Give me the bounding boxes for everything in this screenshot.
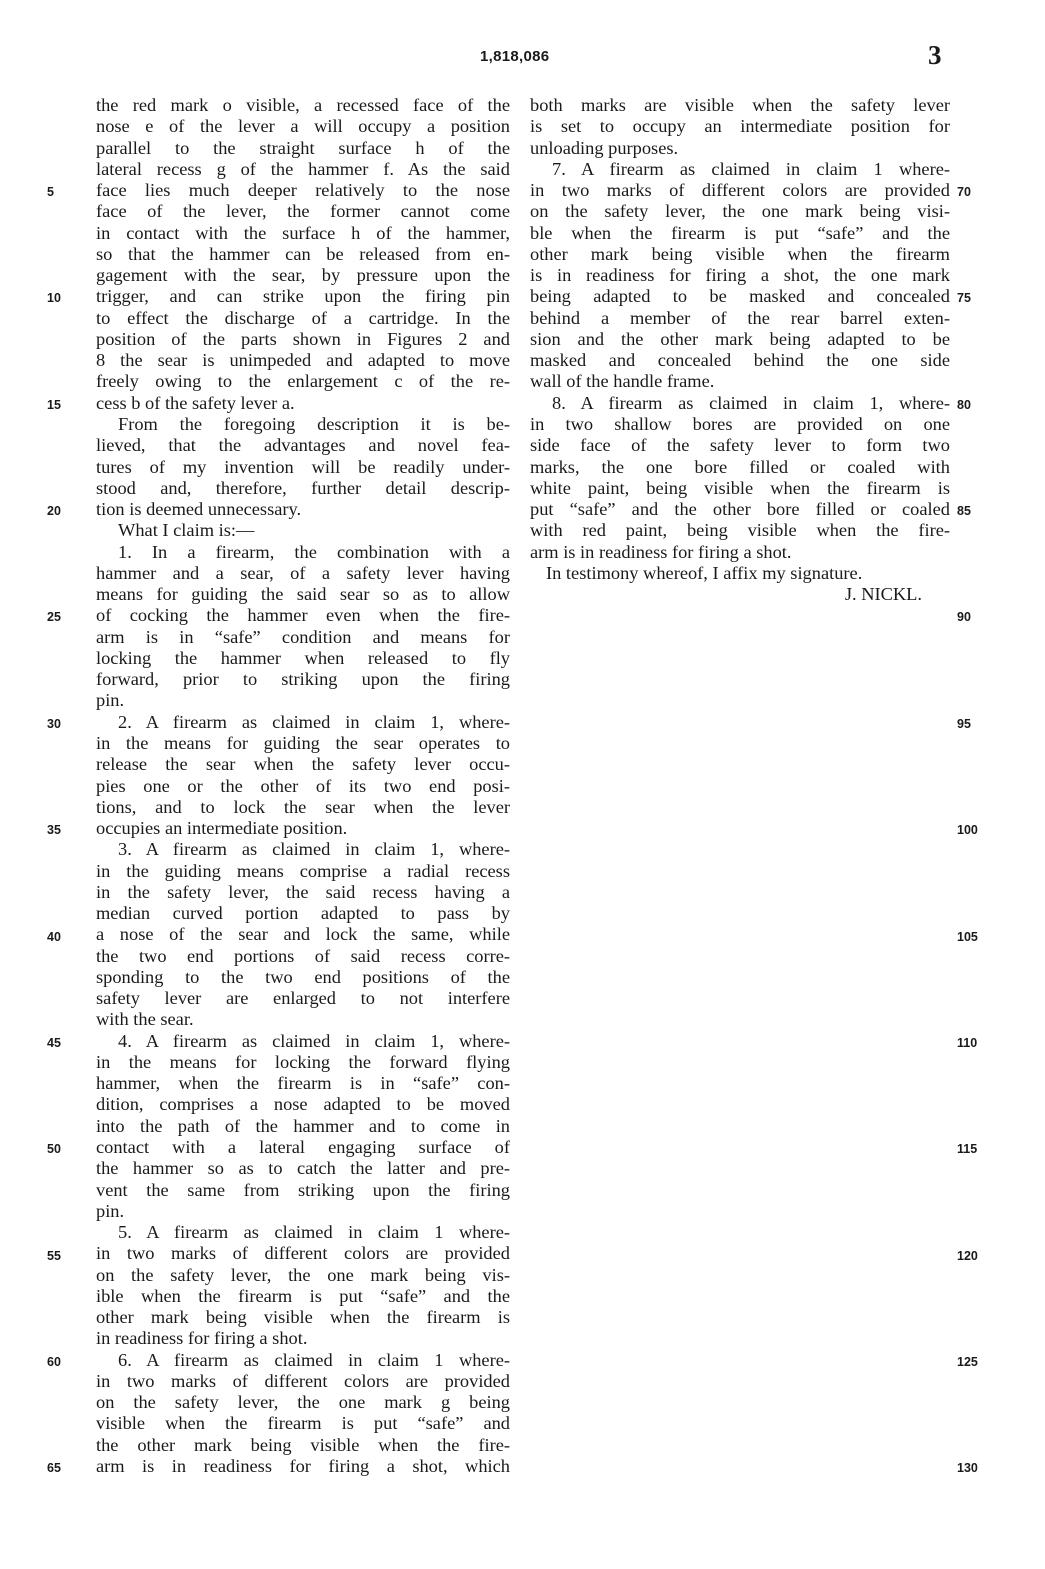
text-line: wall of the handle frame. — [530, 371, 715, 392]
margin-line-number: 95 — [957, 716, 971, 731]
text-line: into the path of the hammer and to come in — [96, 1115, 510, 1136]
text-line: both marks are visible when the safety lever — [530, 95, 950, 115]
margin-line-number: 15 — [47, 397, 61, 412]
text-line: arm is in readiness for firing a shot. — [530, 541, 792, 562]
text-line: the two end portions of said recess corre- — [96, 945, 510, 966]
text-line: face lies much deeper relatively to the nose — [96, 180, 510, 201]
margin-line-number: 75 — [957, 291, 971, 306]
text-line: release the sear when the safety lever occu- — [96, 754, 510, 775]
text-line: other mark being visible when the firearm — [530, 243, 950, 264]
text-line: contact with a lateral engaging surface of — [96, 1137, 510, 1158]
margin-line-number: 110 — [957, 1035, 978, 1050]
text-line: 5. A firearm as claimed in claim 1 where- — [118, 1222, 510, 1243]
text-line: the other mark being visible when the fire- — [96, 1434, 510, 1455]
patent-number: 1,818,086 — [480, 48, 550, 65]
page-number: 3 — [928, 40, 942, 70]
margin-line-number: 45 — [47, 1035, 61, 1050]
text-line: in the guiding means comprise a radial recess — [96, 860, 510, 881]
text-line: 6. A firearm as claimed in claim 1 where- — [118, 1349, 510, 1370]
text-line: in two shallow bores are provided on one — [530, 413, 950, 434]
margin-line-number: 55 — [47, 1248, 61, 1263]
text-line: 1. In a firearm, the combination with a — [118, 541, 510, 562]
text-line: pin. — [96, 1200, 125, 1221]
margin-line-number: 125 — [957, 1354, 978, 1369]
text-line: tions, and to lock the sear when the lever — [96, 796, 510, 817]
text-line: forward, prior to striking upon the firing — [96, 669, 510, 690]
text-line: hammer, when the firearm is in “safe” con- — [96, 1073, 510, 1094]
text-line: being adapted to be masked and concealed — [530, 286, 950, 307]
text-line: in two marks of different colors are provided — [96, 1243, 510, 1264]
text-line: white paint, being visible when the firearm is — [530, 477, 950, 498]
margin-line-number: 25 — [47, 610, 61, 625]
margin-line-number: 120 — [957, 1248, 978, 1263]
text-line: parallel to the straight surface h of the — [96, 137, 510, 158]
text-line: J. NICKL. — [844, 584, 922, 605]
text-line: hammer and a sear, of a safety lever having — [96, 562, 510, 583]
text-line: in the means for guiding the sear operates to — [96, 732, 510, 753]
margin-line-number: 115 — [957, 1142, 978, 1157]
text-line: ble when the firearm is put “safe” and the — [530, 222, 950, 243]
text-line: on the safety lever, the one mark g being — [96, 1392, 510, 1413]
text-line: face of the lever, the former cannot come — [96, 201, 510, 222]
text-line: 7. A firearm as claimed in claim 1 where- — [552, 158, 950, 179]
text-line: safety lever are enlarged to not interfere — [96, 988, 510, 1009]
text-line: arm is in “safe” condition and means for — [96, 626, 510, 647]
text-line: In testimony whereof, I affix my signature. — [546, 562, 863, 583]
text-line: pin. — [96, 690, 125, 711]
text-line: put “safe” and the other bore filled or coaled — [530, 499, 950, 520]
right-text-column — [530, 95, 950, 605]
margin-line-number: 35 — [47, 823, 61, 838]
text-line: arm is in readiness for firing a shot, which — [96, 1456, 510, 1476]
text-line: lieved, that the advantages and novel fea- — [96, 435, 510, 456]
text-line: dition, comprises a nose adapted to be moved — [96, 1094, 510, 1115]
text-line: trigger, and can strike upon the firing pin — [96, 286, 510, 307]
text-line: 2. A firearm as claimed in claim 1, where- — [118, 711, 510, 732]
text-line: in the means for locking the forward flying — [96, 1051, 510, 1072]
left-text-column — [96, 95, 510, 1477]
text-line: in two marks of different colors are provided — [96, 1370, 510, 1391]
text-line: tures of my invention will be readily under- — [96, 456, 510, 477]
margin-line-number: 90 — [957, 610, 971, 625]
text-line: on the safety lever, the one mark being vis- — [96, 1264, 510, 1285]
text-line: in readiness for firing a shot. — [96, 1328, 308, 1349]
text-line: pies one or the other of its two end posi- — [96, 775, 510, 796]
text-line: lateral recess g of the hammer f. As the said — [96, 158, 510, 179]
margin-line-number: 5 — [47, 185, 54, 200]
text-line: to effect the discharge of a cartridge. In the — [96, 307, 510, 328]
text-line: the hammer so as to catch the latter and pre- — [96, 1158, 510, 1179]
text-line: gagement with the sear, by pressure upon the — [96, 265, 510, 286]
text-line: of cocking the hammer even when the fire- — [96, 605, 510, 626]
text-line: side face of the safety lever to form two — [530, 435, 950, 456]
text-line: What I claim is:— — [118, 520, 255, 541]
text-line: occupies an intermediate position. — [96, 818, 348, 839]
text-line: stood and, therefore, further detail descrip- — [96, 477, 510, 498]
text-line: in the safety lever, the said recess having a — [96, 881, 510, 902]
text-line: marks, the one bore filled or coaled with — [530, 456, 950, 477]
text-line: means for guiding the said sear so as to allow — [96, 584, 510, 605]
text-line: a nose of the sear and lock the same, while — [96, 924, 510, 945]
text-line: is in readiness for firing a shot, the one mark — [530, 265, 950, 286]
text-line: From the foregoing description it is be- — [118, 413, 510, 434]
text-line: is set to occupy an intermediate position for — [530, 116, 950, 137]
text-line: behind a member of the rear barrel exten- — [530, 307, 950, 328]
text-line: sion and the other mark being adapted to be — [530, 328, 950, 349]
margin-line-number: 20 — [47, 504, 61, 519]
margin-line-number: 105 — [957, 929, 978, 944]
text-line: nose e of the lever a will occupy a position — [96, 116, 510, 137]
text-line: 8 the sear is unimpeded and adapted to move — [96, 350, 510, 371]
margin-line-number: 50 — [47, 1142, 61, 1157]
text-line: ible when the firearm is put “safe” and the — [96, 1285, 510, 1306]
text-line: on the safety lever, the one mark being visi- — [530, 201, 950, 222]
margin-line-number: 100 — [957, 823, 978, 838]
text-line: cess b of the safety lever a. — [96, 392, 295, 413]
text-line: with red paint, being visible when the fire- — [530, 520, 950, 541]
text-line: tion is deemed unnecessary. — [96, 499, 302, 520]
text-line: 4. A firearm as claimed in claim 1, where- — [118, 1030, 510, 1051]
text-line: freely owing to the enlargement c of the re- — [96, 371, 510, 392]
text-line: in two marks of different colors are provided — [530, 180, 950, 201]
text-line: other mark being visible when the firearm is — [96, 1307, 510, 1328]
text-line: 8. A firearm as claimed in claim 1, where- — [552, 392, 950, 413]
margin-line-number: 130 — [957, 1461, 978, 1476]
margin-line-number: 30 — [47, 716, 61, 731]
text-line: visible when the firearm is put “safe” and — [96, 1413, 510, 1434]
text-line: sponding to the two end positions of the — [96, 966, 510, 987]
text-line: with the sear. — [96, 1009, 194, 1030]
text-line: so that the hammer can be released from en- — [96, 243, 510, 264]
text-line: median curved portion adapted to pass by — [96, 903, 510, 924]
margin-line-number: 70 — [957, 185, 971, 200]
text-line: in contact with the surface h of the hammer, — [96, 222, 510, 243]
text-line: the red mark o visible, a recessed face of the — [96, 95, 510, 115]
margin-line-number: 80 — [957, 397, 971, 412]
text-line: masked and concealed behind the one side — [530, 350, 950, 371]
margin-line-number: 40 — [47, 929, 61, 944]
margin-line-number: 85 — [957, 504, 971, 519]
margin-line-number: 60 — [47, 1354, 61, 1369]
text-line: position of the parts shown in Figures 2 and — [96, 328, 510, 349]
text-line: locking the hammer when released to fly — [96, 647, 510, 668]
margin-line-number: 65 — [47, 1461, 61, 1476]
text-line: 3. A firearm as claimed in claim 1, where- — [118, 839, 510, 860]
text-line: vent the same from striking upon the firing — [96, 1179, 510, 1200]
text-line: unloading purposes. — [530, 137, 679, 158]
margin-line-number: 10 — [47, 291, 61, 306]
